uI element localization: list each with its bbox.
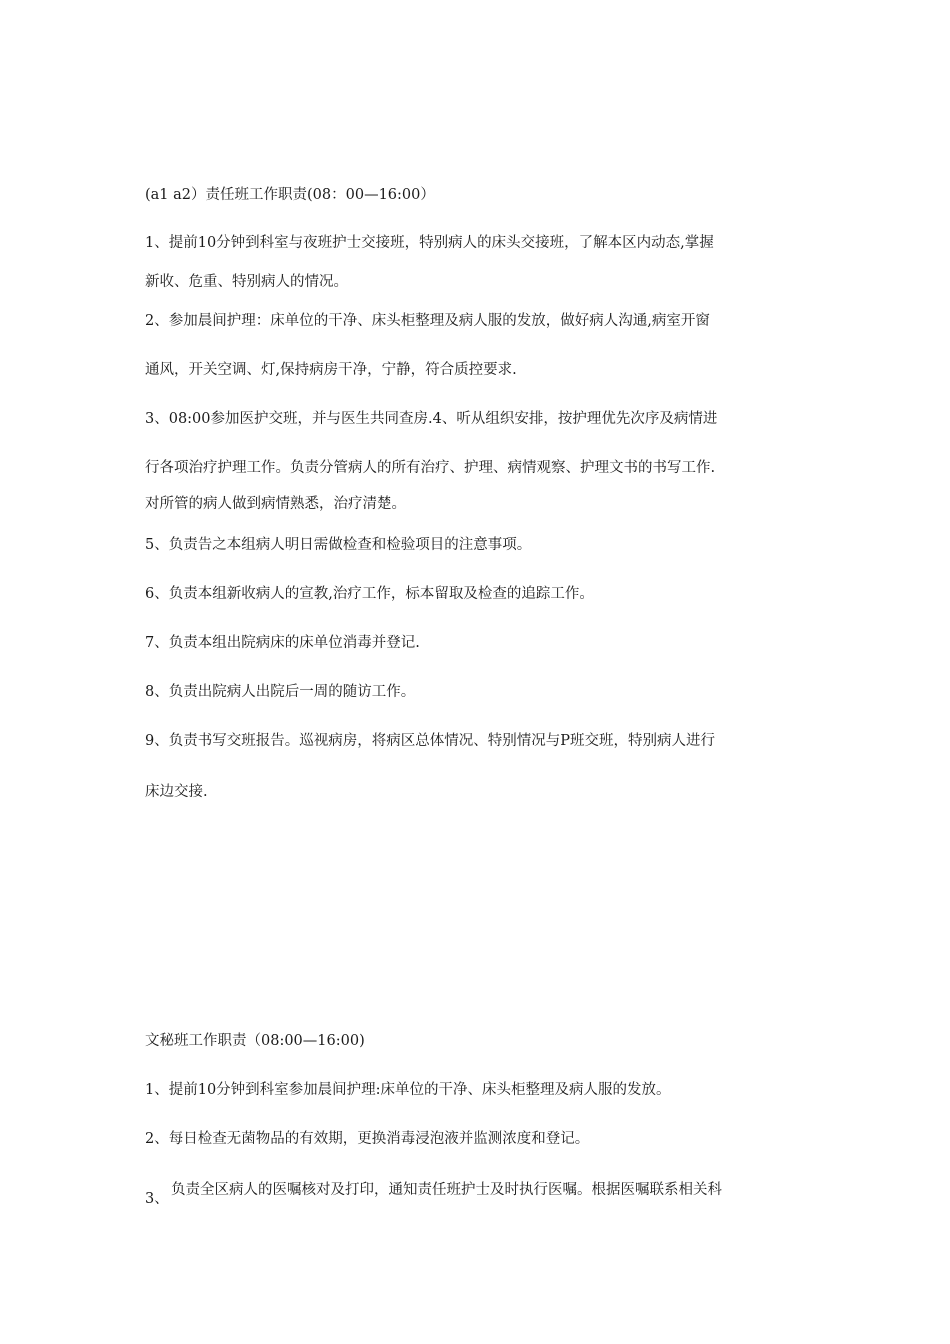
section-title-secretary-shift: 文秘班工作职责（08:00—16:00) [145, 1033, 365, 1049]
paragraph-line: 新收、危重、特别病人的情况。 [145, 274, 348, 290]
section-title-responsibility-shift: (a1 a2）责任班工作职责(08：00—16:00） [145, 187, 435, 203]
paragraph-line: 1、提前10分钟到科室参加晨间护理:床单位的干净、床头柜整理及病人服的发放。 [145, 1082, 671, 1098]
paragraph-line: 床边交接. [145, 784, 208, 800]
paragraph-line: 7、负责本组出院病床的床单位消毒并登记. [145, 635, 420, 651]
paragraph-line: 9、负责书写交班报告。巡视病房，将病区总体情况、特别情况与P班交班，特别病人进行 [145, 733, 715, 749]
paragraph-line: 2、每日检查无菌物品的有效期，更换消毒浸泡液并监测浓度和登记。 [145, 1131, 590, 1147]
item-3-marker: 3、 [145, 1191, 169, 1207]
paragraph-line: 2、参加晨间护理：床单位的干净、床头柜整理及病人服的发放，做好病人沟通,病室开窗 [145, 313, 710, 329]
paragraph-line: 负责全区病人的医嘱核对及打印，通知责任班护士及时执行医嘱。根据医嘱联系相关科 [171, 1182, 722, 1198]
paragraph-line: 对所管的病人做到病情熟悉，治疗清楚。 [145, 496, 406, 512]
paragraph-line: 5、负责告之本组病人明日需做检查和检验项目的注意事项。 [145, 537, 532, 553]
paragraph-line: 行各项治疗护理工作。负责分管病人的所有治疗、护理、病情观察、护理文书的书写工作. [145, 460, 716, 476]
paragraph-line: 3、08:00参加医护交班，并与医生共同查房.4、听从组织安排，按护理优先次序及病情进 [145, 411, 718, 427]
paragraph-line: 8、负责出院病人出院后一周的随访工作。 [145, 684, 416, 700]
paragraph-line: 6、负责本组新收病人的宣教,治疗工作，标本留取及检查的追踪工作。 [145, 586, 594, 602]
paragraph-line: 通风，开关空调、灯,保持病房干净，宁静，符合质控要求. [145, 362, 517, 378]
paragraph-line: 1、提前10分钟到科室与夜班护士交接班，特别病人的床头交接班，了解本区内动态,掌握 [145, 235, 714, 251]
